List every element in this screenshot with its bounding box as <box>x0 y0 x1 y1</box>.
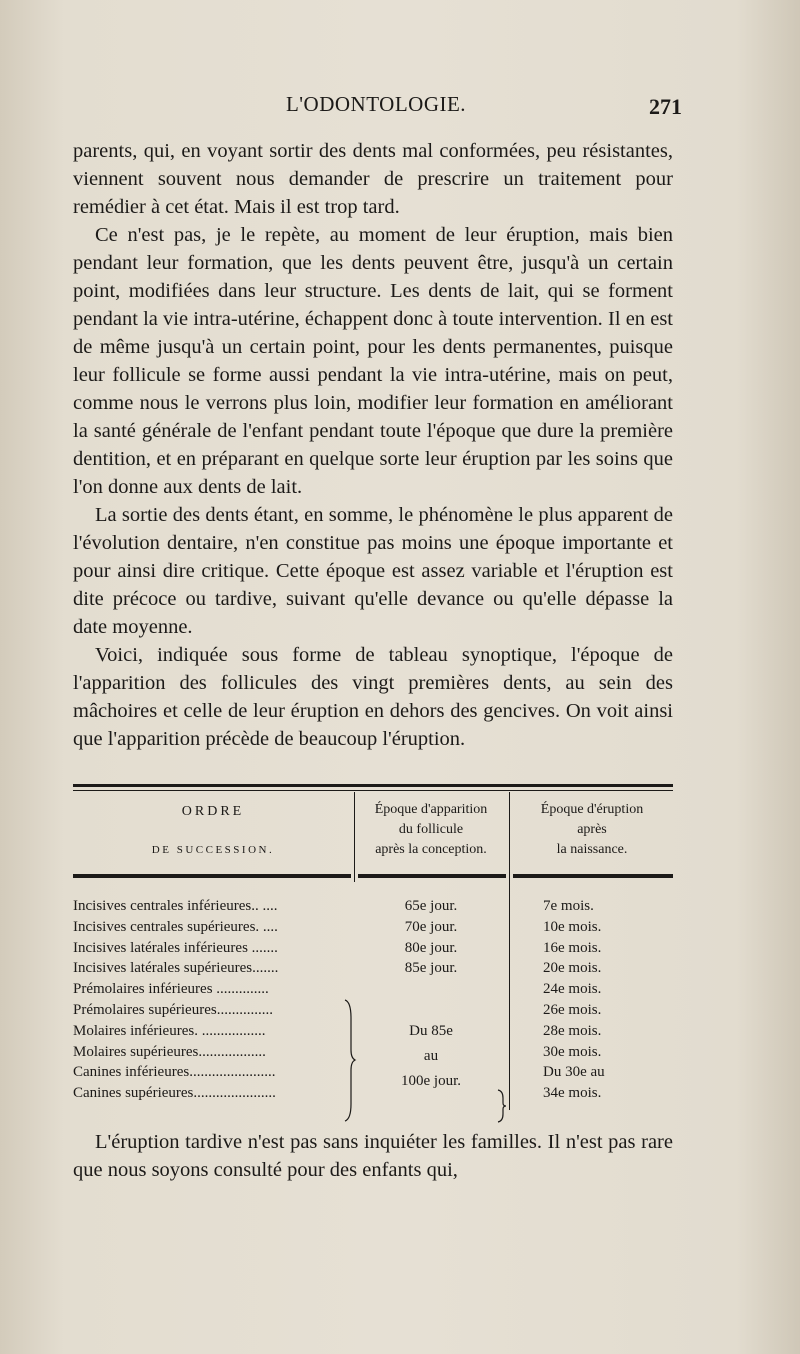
header-order-line2: DE SUCCESSION. <box>151 844 275 856</box>
right-grouping-brace-icon <box>496 1088 508 1124</box>
eruption-value: 34e mois. <box>543 1085 602 1102</box>
table-row <box>73 979 673 1000</box>
tooth-name: Incisives latérales supérieures....... <box>73 960 279 977</box>
eruption-value: 7e mois. <box>543 898 594 914</box>
header-bottom-rule <box>513 874 673 878</box>
header-apparition-line3: après la conception. <box>375 842 487 857</box>
table-row <box>73 896 673 917</box>
header-order-line1: ORDRE <box>181 804 245 819</box>
merged-apparition-line1: Du 85e <box>409 1023 453 1039</box>
paragraph-2: Ce n'est pas, je le repète, au moment de leur éruption, mais bien pendant leur formation, que les dents peuvent être, jusqu'à un certain point, modifiées dans leur structure. Les dents de lait, qui se forment pendant la vie intra-utérine, échappent donc à toute intervention. Il en est de même jusqu'à un certain point, pour les dents permanentes, puisque leur follicule se forme aussi pendant la vie intra-utérine, mais on peut, comme nous le verrons plus loin, modifier leur formation en améliorant la santé générale de l'enfant pendant toute l'époque que dure la première dentition, et en préparant en quelque sorte leur éruption par les soins que l'on donne aux dents de lait. <box>73 224 673 498</box>
tooth-name: Molaires supérieures.................. <box>73 1043 266 1060</box>
header-eruption-line3: la naissance. <box>556 842 628 857</box>
merged-apparition-line3: 100e jour. <box>401 1073 461 1089</box>
tooth-name: Incisives centrales supérieures. .... <box>73 918 278 935</box>
page-header <box>70 92 682 122</box>
eruption-value: Du 30e au <box>543 1064 605 1081</box>
header-apparition <box>355 800 507 860</box>
header-order <box>73 802 353 860</box>
header-bottom-rule <box>73 874 351 878</box>
apparition-value: 70e jour. <box>404 918 458 935</box>
page-number: 271 <box>649 94 682 119</box>
paragraph-3: La sortie des dents étant, en somme, le phénomène le plus apparent de l'évolution dentaire, n'en constitue pas moins une époque importante et pour ainsi dire critique. Cette époque est assez variable et l'éruption est dite précoce ou tardive, suivant qu'elle devance ou qu'elle dépasse la date moyenne. <box>73 504 673 638</box>
merged-apparition-line2: au <box>423 1048 439 1064</box>
eruption-value: 20e mois. <box>543 960 602 977</box>
tooth-name: Prémolaires inférieures .............. <box>73 981 269 998</box>
paragraph-1: parents, qui, en voyant sortir des dents mal conformées, peu résistantes, viennent souvent nous demander de prescrire un traitement pour remédier à cet état. Mais il est trop tard. <box>73 140 673 218</box>
eruption-value: 24e mois. <box>543 981 602 998</box>
table-top-rule-thin <box>73 790 673 791</box>
table-row <box>73 917 673 938</box>
tooth-name: Incisives latérales inférieures ....... <box>73 939 278 956</box>
tooth-name: Molaires inférieures. ................. <box>73 1022 266 1039</box>
apparition-value: 85e jour. <box>404 960 458 977</box>
eruption-value: 16e mois. <box>543 939 602 956</box>
header-eruption-line2: après <box>577 822 607 837</box>
synoptic-table <box>73 784 673 1124</box>
header-bottom-rule <box>358 874 506 878</box>
eruption-value: 26e mois. <box>543 1001 602 1018</box>
apparition-value: 65e jour. <box>404 898 458 914</box>
tooth-name: Incisives centrales inférieures.. .... <box>73 898 278 914</box>
header-eruption-line1: Époque d'éruption <box>540 802 644 817</box>
paragraph-5: L'éruption tardive n'est pas sans inquiéter les familles. Il n'est pas rare que nous soyons consulté pour des enfants qui, <box>73 1131 673 1181</box>
table-row <box>73 938 673 959</box>
eruption-value: 10e mois. <box>543 918 602 935</box>
header-eruption <box>511 800 673 860</box>
tooth-name: Canines supérieures...................... <box>73 1085 276 1102</box>
table-row <box>73 1000 673 1021</box>
header-divider <box>509 792 510 882</box>
eruption-value: 30e mois. <box>543 1043 602 1060</box>
tooth-name: Prémolaires supérieures............... <box>73 1001 273 1018</box>
tooth-name: Canines inférieures....................... <box>73 1064 276 1081</box>
table-top-rule <box>73 784 673 787</box>
header-apparition-line1: Époque d'apparition <box>374 802 488 817</box>
body-text-top <box>73 137 673 753</box>
running-title: L'ODONTOLOGIE. <box>285 92 467 116</box>
body-text-bottom <box>73 1128 673 1184</box>
apparition-value: 80e jour. <box>404 939 458 956</box>
paragraph-4: Voici, indiquée sous forme de tableau synoptique, l'époque de l'apparition des follicules des vingt premières dents, au sein des mâchoires et celle de leur éruption en dehors des gencives. On voit ainsi que l'apparition précède de beaucoup l'éruption. <box>73 644 673 750</box>
table-row <box>73 958 673 979</box>
header-apparition-line2: du follicule <box>398 822 464 837</box>
eruption-value: 28e mois. <box>543 1022 602 1039</box>
